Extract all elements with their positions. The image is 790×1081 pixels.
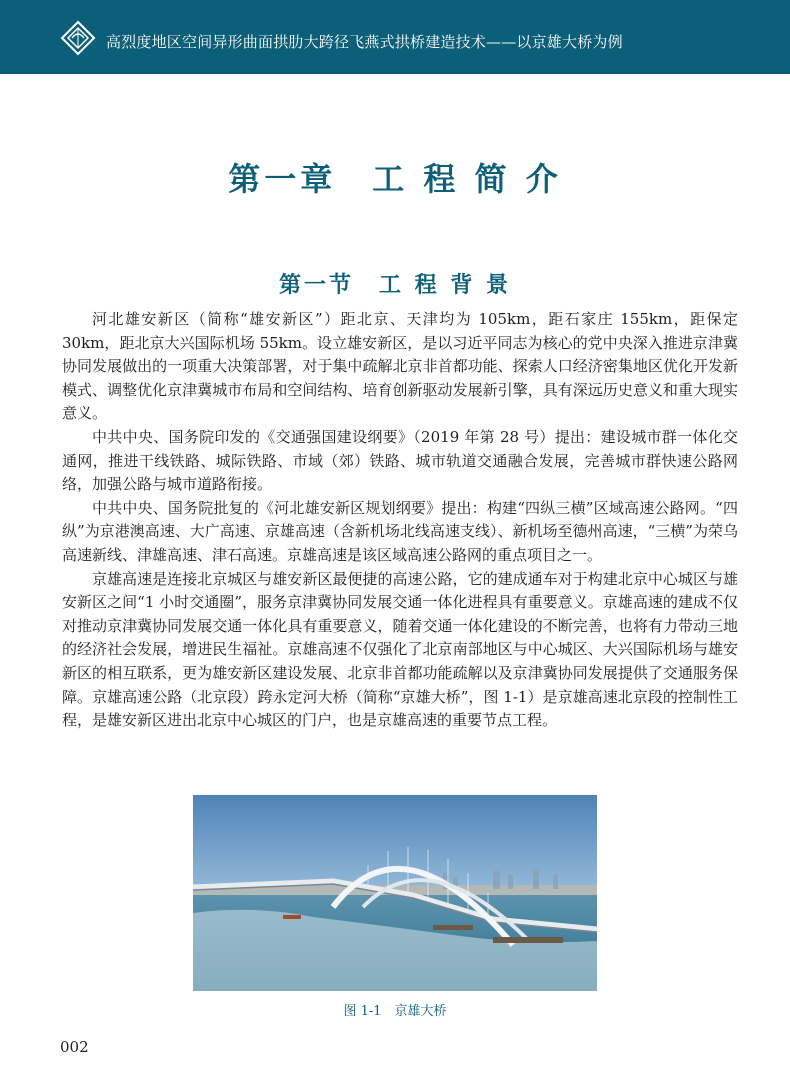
running-header-title: 高烈度地区空间异形曲面拱肋大跨径飞燕式拱桥建造技术——以京雄大桥为例 xyxy=(106,33,623,51)
paragraph: 中共中央、国务院印发的《交通强国建设纲要》（2019 年第 28 号）提出：建设城市群一体化交通网，推进干线铁路、城际铁路、市域（郊）铁路、城市轨道交通融合发展，完善城市群快速公路网络，加强公路与城市道路衔接。 xyxy=(62,427,738,494)
bridge-illustration xyxy=(193,795,597,991)
figure-caption: 图 1-1 京雄大桥 xyxy=(343,1004,447,1019)
paragraph: 京雄高速是连接北京城区与雄安新区最便捷的高速公路，它的建成通车对于构建北京中心城区与雄安新区之间“1 小时交通圈”，服务京津冀协同发展交通一体化进程具有重要意义。京雄高速的建成不仅对推动京津冀协同发展交通一体化具有重要意义，随着交通一体化建设的不断完善，也将有力带动三地的经济社会发展，增进民生福祉。京雄高速不仅强化了北京南部地区与中心城区、大兴国际机场与雄安新区的相互联系，更为雄安新区建设发展、北京非首都功能疏解以及京津冀协同发展提供了交通服务保障。京雄高速公路（北京段）跨永定河大桥（简称“京雄大桥”，图 1-1）是京雄高速北京段的控制性工程，是雄安新区进出北京中心城区的门户，也是京雄高速的重要节点工程。 xyxy=(62,569,738,730)
section-title: 第一节 工 程 背 景 xyxy=(279,273,511,298)
paragraph: 中共中央、国务院批复的《河北雄安新区规划纲要》提出：构建“四纵三横”区域高速公路网。“四纵”为京港澳高速、大广高速、京雄高速（含新机场北线高速支线）、新机场至德州高速，“三横”为荣乌高速新线、津雄高速、津石高速。京雄高速是该区域高速公路网的重点项目之一。 xyxy=(62,498,738,564)
body-text xyxy=(62,308,738,733)
page-header xyxy=(0,0,790,74)
paragraph: 河北雄安新区（简称“雄安新区”）距北京、天津均为 105km，距石家庄 155km，距保定 30km，距北京大兴国际机场 55km。设立雄安新区，是以习近平同志为核心的党中央深入推进京津冀协同发展做出的一项重大决策部署，对于集中疏解北京非首都功能、探索人口经济密集地区优化开发新模式、调整优化京津冀城市布局和空间结构、培育创新驱动发展新引擎，具有深远历史意义和重大现实意义。 xyxy=(62,310,738,423)
book-logo-icon xyxy=(60,20,96,56)
page-number: 002 xyxy=(60,1038,89,1056)
chapter-title: 第一章 工 程 简 介 xyxy=(228,160,562,198)
bridge-photo xyxy=(193,795,597,991)
